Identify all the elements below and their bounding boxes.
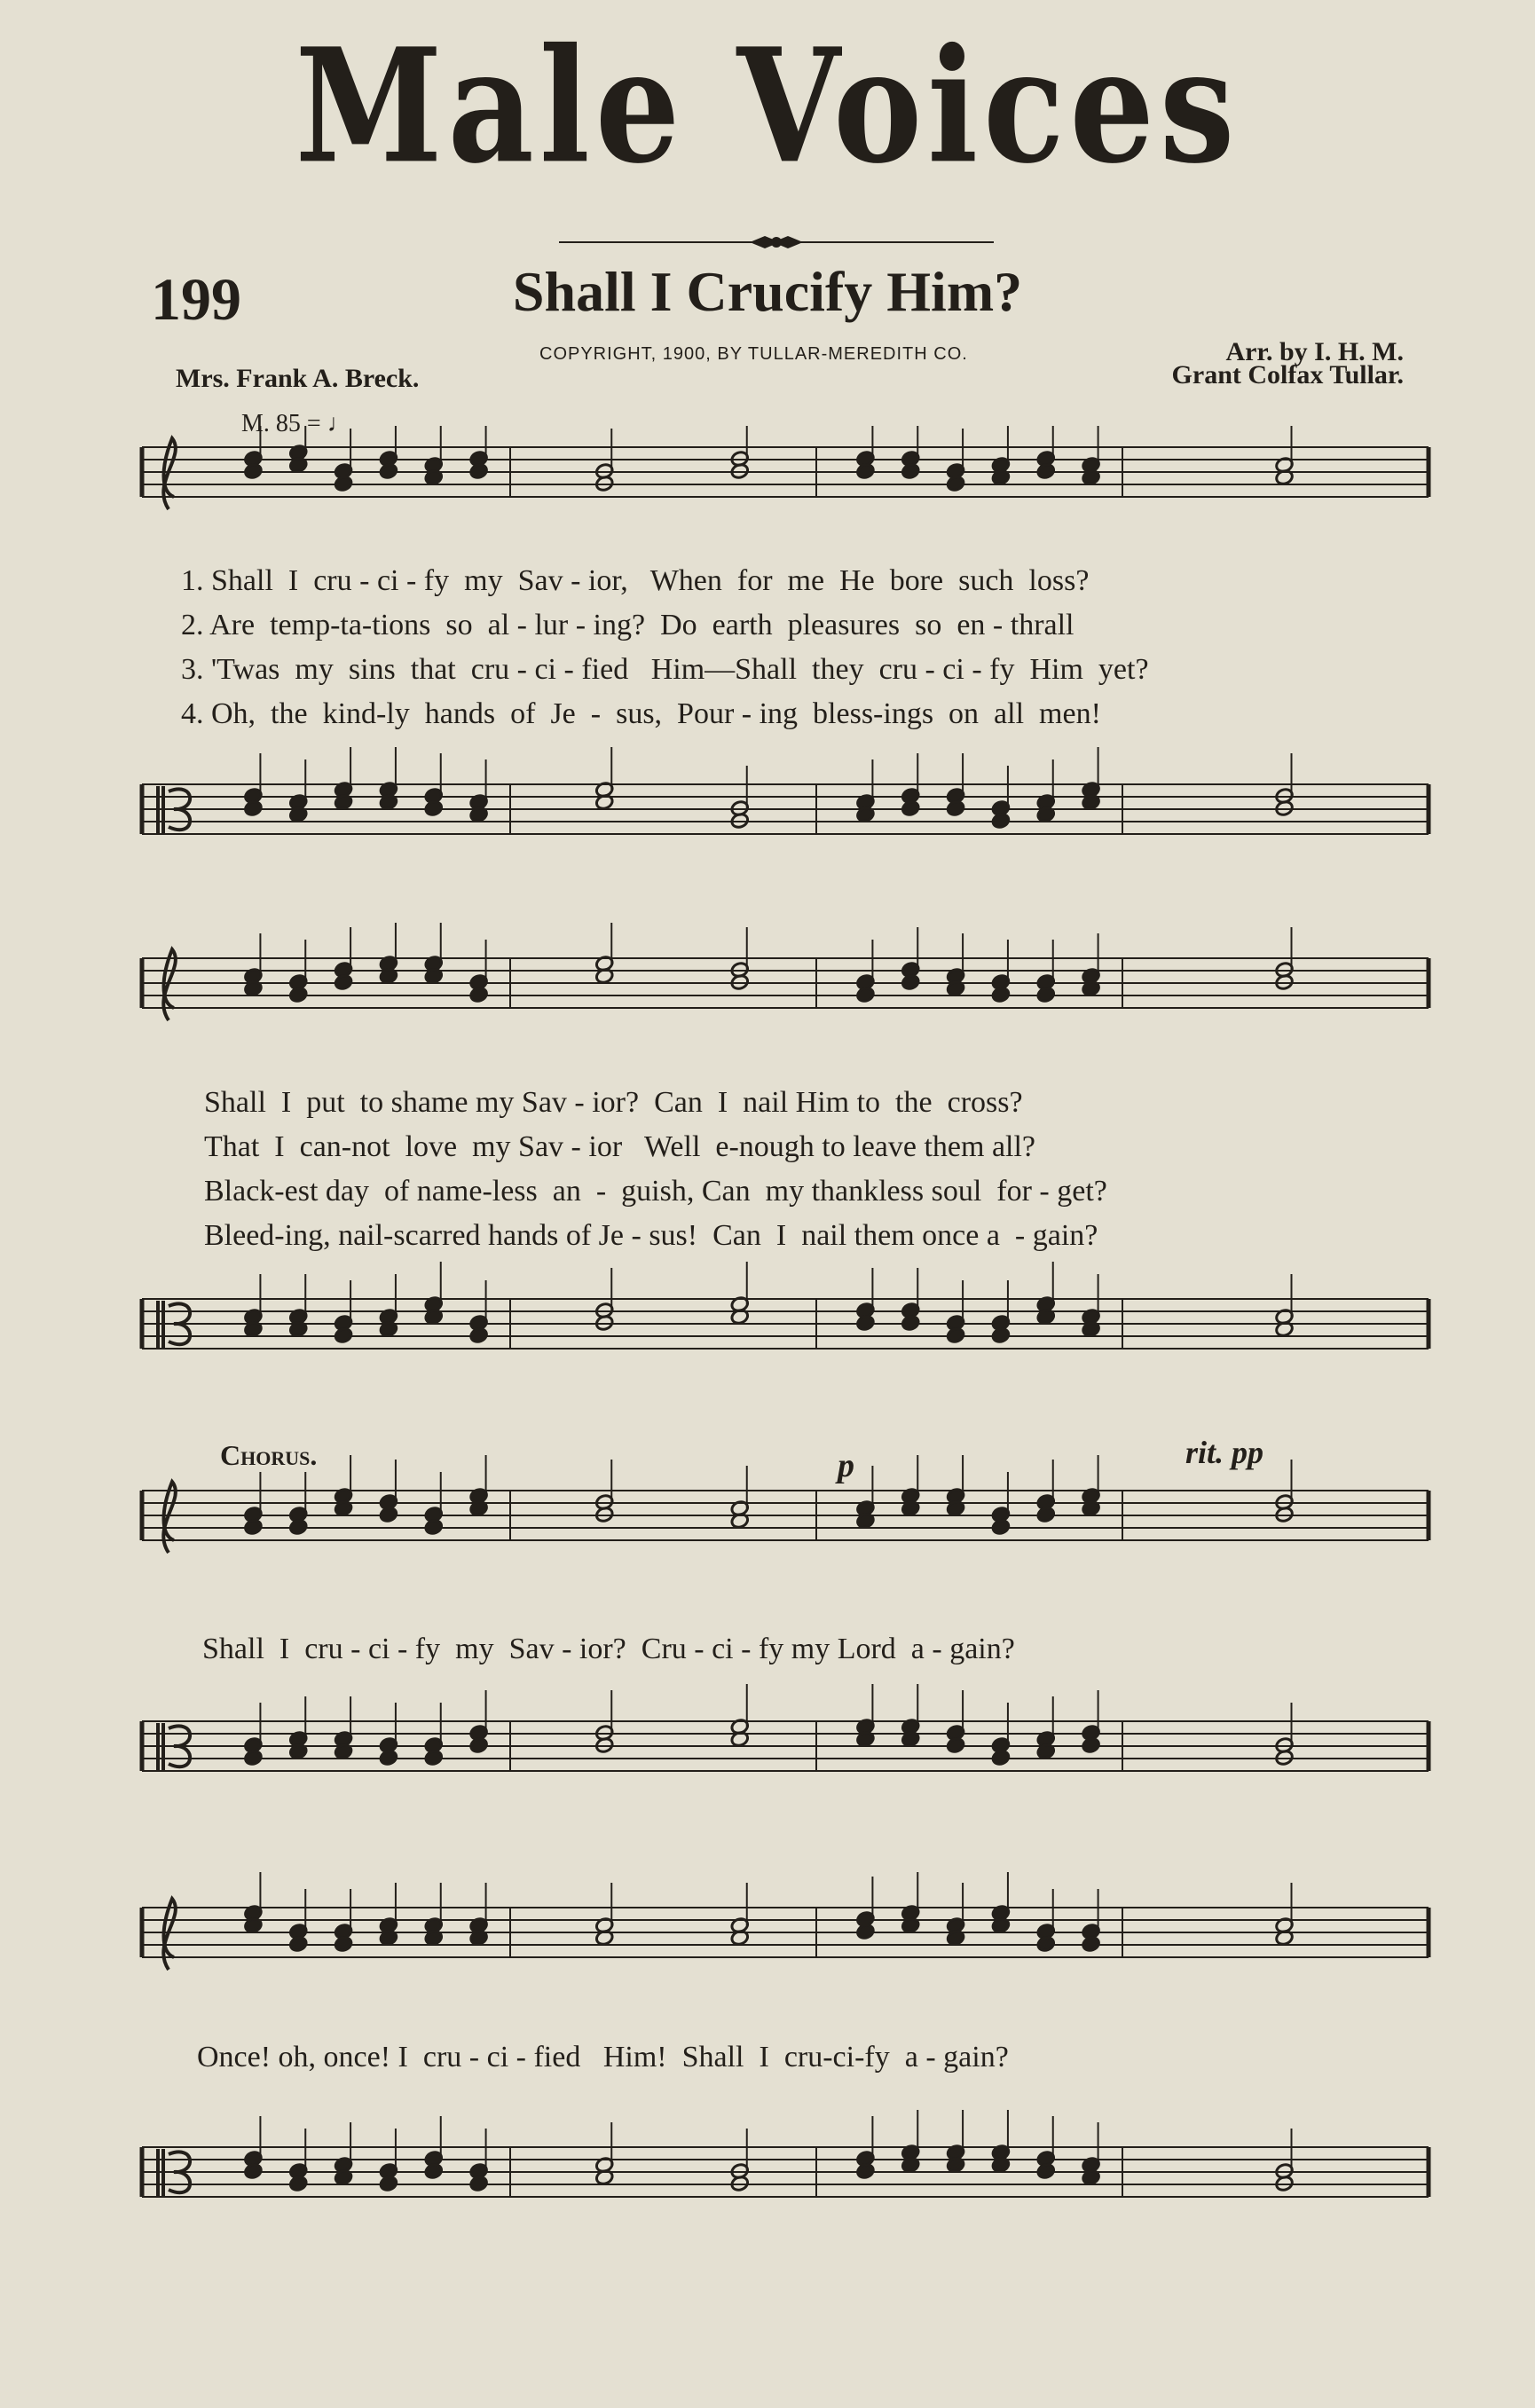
dynamic-rit-pianissimo: rit. pp: [1185, 1435, 1264, 1470]
verse-1-line-2: Shall I put to shame my Sav - ior? Can I nail Him to the cross?: [204, 1086, 1023, 1119]
section-title: Male Voices: [295, 14, 1240, 199]
hymn-title: Shall I Crucify Him?: [512, 260, 1023, 323]
chorus-treble-staff: [0, 1455, 1535, 1606]
verse-4-line-1: 4. Oh, the kind-ly hands of Je - sus, Pour - ing bless-ings on all men!: [181, 697, 1101, 730]
copyright-notice: COPYRIGHT, 1900, BY TULLAR-MEREDITH CO.: [539, 344, 968, 364]
verse-3-line-2: Black-est day of name-less an - guish, Can my thankless soul for - get?: [204, 1175, 1107, 1208]
verse-4-line-2: Bleed-ing, nail-scarred hands of Je - sus! Can I nail them once a - gain?: [204, 1219, 1098, 1252]
verse-2-line-1: 2. Are temp-ta-tions so al - lur - ing? Do earth pleasures so en - thrall: [181, 609, 1074, 641]
chorus-label: Chorus.: [220, 1439, 318, 1471]
arranger-credit: Arr. by I. H. M.: [1225, 337, 1404, 366]
system1-treble-staff: [0, 426, 1535, 568]
verse-3-line-1: 3. 'Twas my sins that cru - ci - fied Him—Shall they cru - ci - fy Him yet?: [181, 653, 1149, 686]
chorus2-treble-staff: [0, 1872, 1535, 2023]
lyricist-credit: Mrs. Frank A. Breck.: [176, 364, 420, 393]
system1-bass-staff: [0, 745, 1535, 905]
system2-treble-staff: [0, 923, 1535, 1074]
chorus2-bass-staff: [0, 2094, 1535, 2271]
tempo-marking: M. 85 = ♩: [241, 410, 352, 437]
title-ornament: [559, 229, 994, 256]
chorus-line-1: Shall I cru - ci - fy my Sav - ior? Cru - ci - fy my Lord a - gain?: [202, 1633, 1015, 1665]
dynamic-piano: p: [838, 1447, 854, 1484]
verse-1-line-1: 1. Shall I cru - ci - fy my Sav - ior, When for me He bore such loss?: [181, 564, 1090, 597]
verse-2-line-2: That I can-not love my Sav - ior Well e-nough to leave them all?: [204, 1130, 1036, 1163]
chorus-line-2: Once! oh, once! I cru - ci - fied Him! Shall I cru-ci-fy a - gain?: [197, 2041, 1009, 2074]
chorus-bass-staff: [0, 1668, 1535, 1845]
hymn-number: 199: [151, 265, 241, 333]
system2-bass-staff: [0, 1260, 1535, 1420]
composer-credit: Grant Colfax Tullar.: [1171, 360, 1404, 390]
